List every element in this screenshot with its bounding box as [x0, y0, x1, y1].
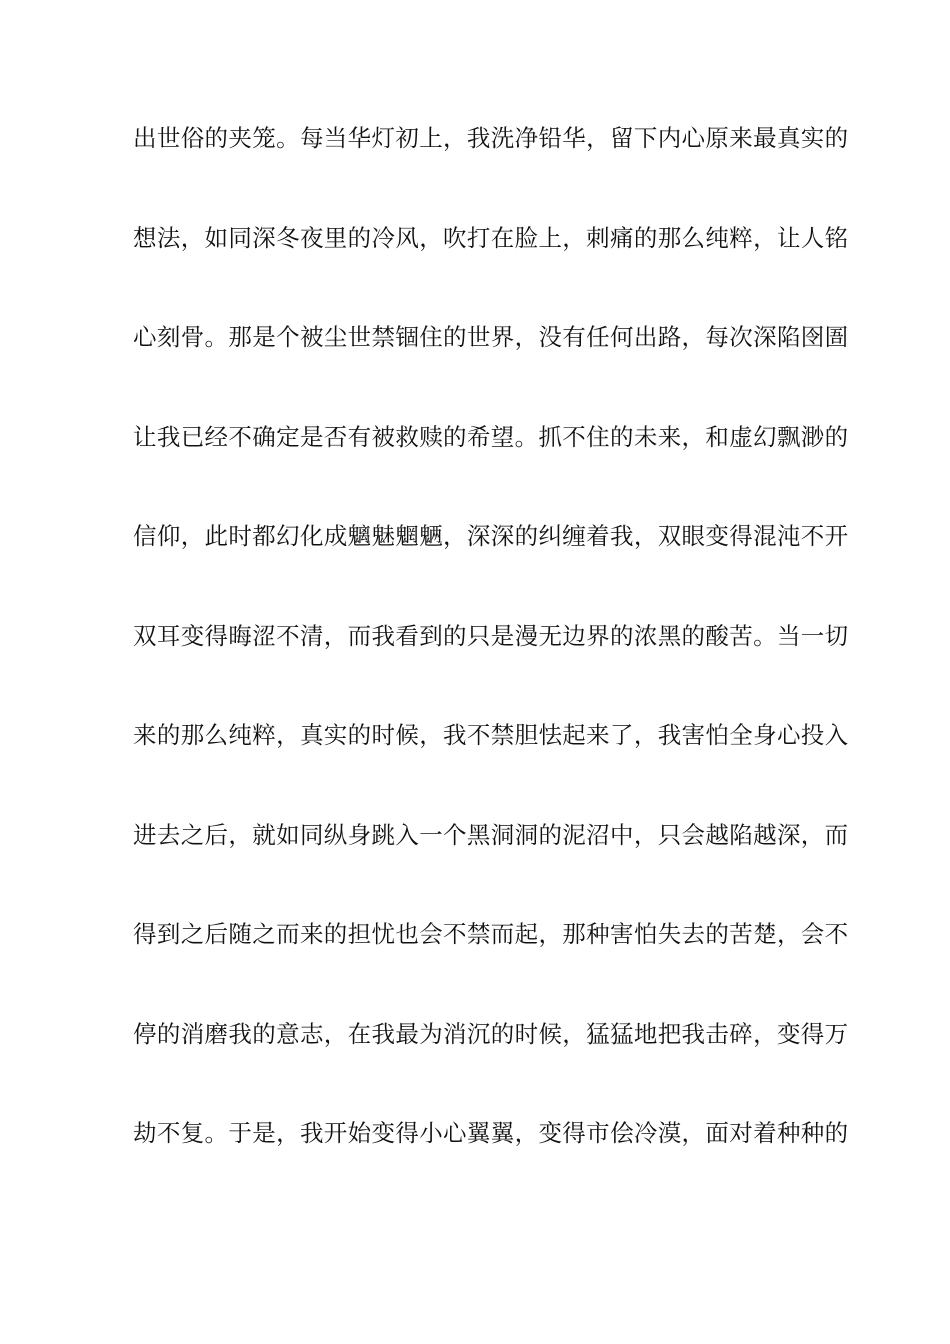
text-line: 来的那么纯粹，真实的时候，我不禁胆怯起来了，我害怕全身心投入 [133, 721, 849, 749]
text-line: 得到之后随之而来的担忧也会不禁而起，那种害怕失去的苦楚，会不 [133, 920, 849, 948]
text-line: 信仰，此时都幻化成魑魅魍魉，深深的纠缠着我，双眼变得混沌不开 [133, 522, 849, 550]
body-text [133, 112, 849, 1207]
text-line: 停的消磨我的意志，在我最为消沉的时候，猛猛地把我击碎，变得万 [133, 1019, 849, 1048]
text-line: 进去之后，就如同纵身跳入一个黑洞洞的泥沼中，只会越陷越深，而 [133, 820, 849, 849]
text-line: 双耳变得晦涩不清，而我看到的只是漫无边界的浓黑的酸苦。当一切 [133, 621, 849, 650]
text-line: 想法，如同深冬夜里的冷风，吹打在脸上，刺痛的那么纯粹，让人铭 [133, 223, 849, 252]
text-line: 劫不复。于是，我开始变得小心翼翼，变得市侩冷漠，面对着种种的 [133, 1119, 849, 1147]
text-line: 出世俗的夹笼。每当华灯初上，我洗净铅华，留下内心原来最真实的 [133, 124, 849, 152]
text-line: 心刻骨。那是个被尘世禁锢住的世界，没有任何出路，每次深陷囹圄 [133, 323, 849, 351]
text-line: 让我已经不确定是否有被救赎的希望。抓不住的未来，和虚幻飘渺的 [133, 422, 849, 451]
